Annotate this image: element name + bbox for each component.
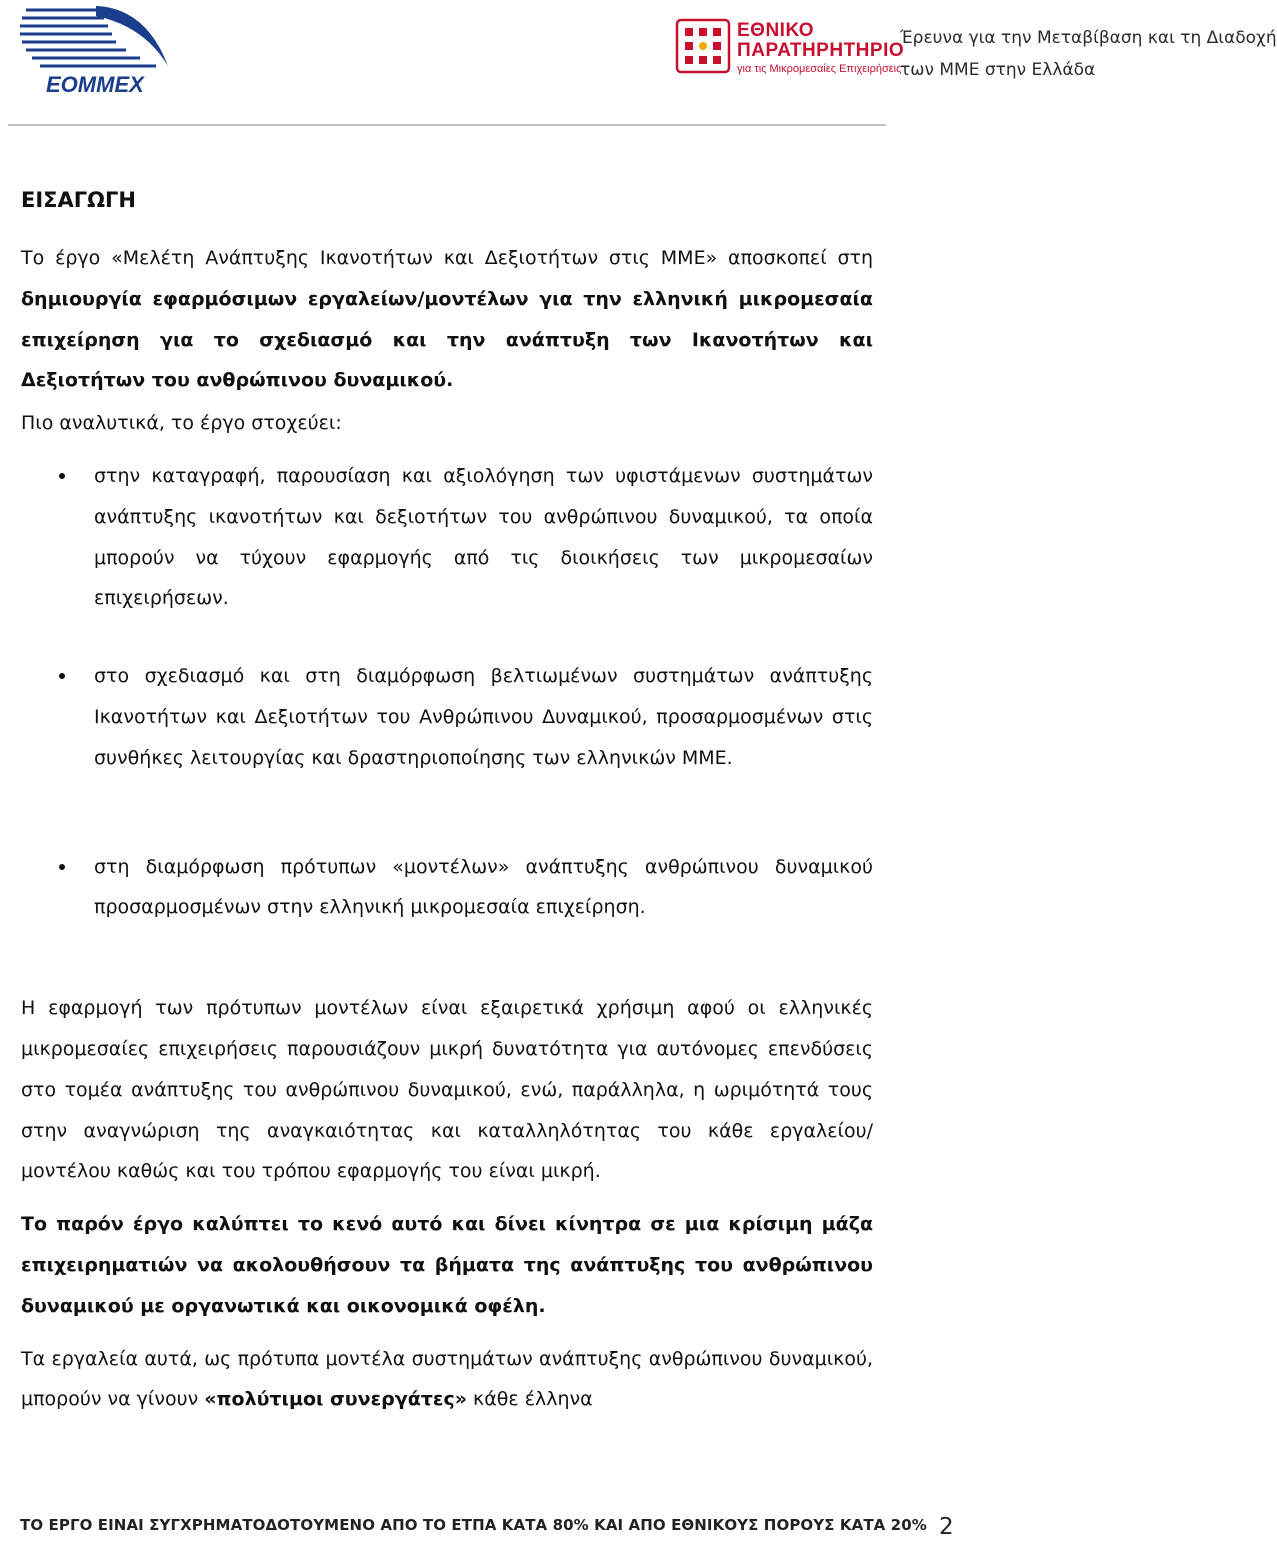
document-body	[21, 178, 873, 1420]
tools-paragraph	[21, 1339, 873, 1421]
application-paragraph: Η εφαρμογή των πρότυπων μοντέλων είναι εξαιρετικά χρήσιμη αφού οι ελληνικές μικρομεσαίες επιχειρήσεις παρουσιάζουν μικρή δυνατότητα για αυτόνομες επενδύσεις στο τομέα ανάπτυξης του ανθρώπινου δυναμικού, ενώ, παράλληλα, η ωριμότητά τους στην αναγνώριση της αναγκαιότητας και καταλληλότητας του κάθε εργαλείου/μοντέλου καθώς και του τρόπου εφαρμογής του είναι μικρή.	[21, 997, 873, 1183]
intro-paragraph	[21, 238, 873, 401]
page-footer	[0, 1514, 960, 1548]
bullet-icon	[59, 473, 65, 479]
objectives-list	[21, 456, 873, 928]
bullet-icon	[59, 864, 65, 870]
lead-paragraph: Πιο αναλυτικά, το έργο στοχεύει:	[21, 412, 342, 435]
list-item-text: στην καταγραφή, παρουσίαση και αξιολόγηση των υφιστάμενων συστημάτων ανάπτυξης ικανοτήτων και δεξιοτήτων του ανθρώπινου δυναμικού, τα οποία μπορούν να τύχουν εφαρμογής από τις διοικήσεις των μικρομεσαίων επιχειρήσεων.	[94, 464, 873, 610]
intro-bold-text: δημιουργία εφαρμόσιμων εργαλείων/μοντέλων για την ελληνική μικρομεσαία επιχείρηση για το σχεδιασμό και την ανάπτυξη των Ικανοτήτων και Δεξιοτήτων του ανθρώπινου δυναμικού.	[21, 287, 873, 392]
bullet-icon	[59, 673, 65, 679]
observatory-logo-line2: ΠΑΡΑΤΗΡΗΤΗΡΙΟ	[737, 40, 905, 61]
intro-plain-text: Το έργο «Μελέτη Ανάπτυξης Ικανοτήτων και Δεξιοτήτων στις ΜΜΕ» αποσκοπεί στη	[21, 247, 873, 269]
list-item	[21, 847, 873, 929]
list-item	[21, 456, 873, 619]
tools-bold-text: «πολύτιμοι συνεργάτες»	[204, 1388, 467, 1411]
page-header: EOMMEX Έρευνα για την Μεταβίβαση και τη Διαδοχή των ΜΜΕ στην Ελλάδα ΕΘΝΙΚΟ ΠΑΡΑΤΗΡΗΤΗΡΙΟ για τις Μικρομεσαίες Επιχειρήσεις	[0, 0, 960, 130]
tools-tail-text: κάθε έλληνα	[467, 1388, 593, 1411]
bold-paragraph: Το παρόν έργο καλύπτει το κενό αυτό και δίνει κίνητρα σε μια κρίσιμη μάζα επιχειρηματιών να ακολουθήσουν τα βήματα της ανάπτυξης του ανθρώπινου δυναμικού με οργανωτικά και οικονομικά οφέλη.	[21, 1213, 873, 1317]
observatory-logo-line3: για τις Μικρομεσαίες Επιχειρήσεις	[737, 63, 902, 75]
list-item-text: στο σχεδιασμό και στη διαμόρφωση βελτιωμένων συστημάτων ανάπτυξης Ικανοτήτων και Δεξιοτήτων του Ανθρώπινου Δυναμικού, προσαρμοσμένων στις συνθήκες λειτουργίας και δραστηριοποίησης των ελληνικών ΜΜΕ.	[94, 665, 873, 769]
eommex-logo	[16, 4, 172, 98]
page-number: 2	[939, 1514, 954, 1540]
observatory-logo-line1: ΕΘΝΙΚΟ	[737, 20, 815, 41]
list-item-text: στη διαμόρφωση πρότυπων «μοντέλων» ανάπτυξης ανθρώπινου δυναμικού προσαρμοσμένων στην ελληνική μικρομεσαία επιχείρηση.	[94, 855, 873, 919]
observatory-logo	[675, 18, 905, 78]
header-divider	[8, 124, 886, 126]
list-item	[21, 656, 873, 778]
eommex-logo-text: EOMMEX	[46, 72, 144, 97]
section-heading: ΕΙΣΑΓΩΓΗ	[21, 188, 136, 212]
funding-note: ΤΟ ΕΡΓΟ ΕΙΝΑΙ ΣΥΓΧΡΗΜΑΤΟΔΟΤΟΥΜΕΝΟ ΑΠΟ ΤΟ ΕΤΠΑ ΚΑΤΑ 80% ΚΑΙ ΑΠΟ ΕΘΝΙΚΟΥΣ ΠΟΡΟΥΣ ΚΑΤΑ 20%	[20, 1516, 927, 1534]
tools-plain-text: Τα εργαλεία αυτά, ως πρότυπα μοντέλα συστημάτων ανάπτυξης ανθρώπινου δυναμικού, μπορούν να γίνουν	[21, 1347, 873, 1411]
